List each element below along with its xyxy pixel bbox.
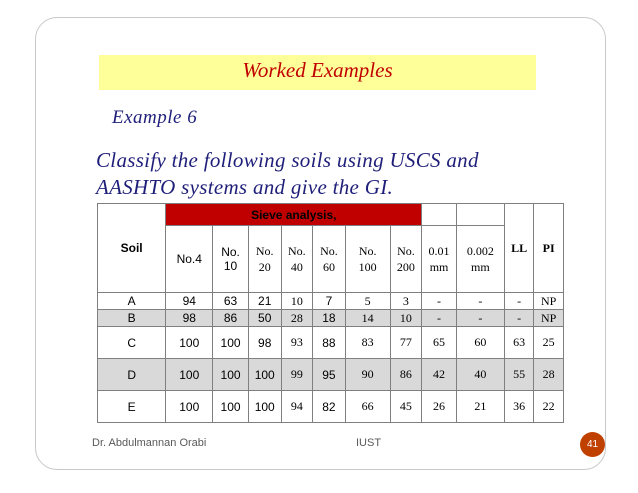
soil-cell: C bbox=[98, 327, 166, 359]
table-row-a bbox=[98, 293, 564, 310]
value-cell: 21 bbox=[248, 293, 281, 310]
value-cell: 28 bbox=[534, 359, 564, 391]
value-cell: - bbox=[422, 310, 457, 327]
value-cell: NP bbox=[534, 310, 564, 327]
footer-institution: IUST bbox=[356, 437, 382, 449]
value-cell: 36 bbox=[504, 391, 534, 423]
page-number-badge: 41 bbox=[580, 432, 605, 457]
pi-header: PI bbox=[534, 204, 564, 293]
value-cell: 82 bbox=[313, 391, 346, 423]
value-cell: 95 bbox=[313, 359, 346, 391]
value-cell: 21 bbox=[456, 391, 504, 423]
value-cell: 14 bbox=[345, 310, 390, 327]
value-cell: 98 bbox=[166, 310, 213, 327]
col-header-no4: No.4 bbox=[166, 226, 213, 293]
value-cell: - bbox=[422, 293, 457, 310]
header-blank bbox=[456, 204, 504, 226]
value-cell: 40 bbox=[456, 359, 504, 391]
example-label: Example 6 bbox=[112, 107, 198, 128]
value-cell: 18 bbox=[313, 310, 346, 327]
value-cell: 86 bbox=[213, 310, 249, 327]
value-cell: 63 bbox=[213, 293, 249, 310]
value-cell: 3 bbox=[390, 293, 422, 310]
value-cell: 50 bbox=[248, 310, 281, 327]
value-cell: 83 bbox=[345, 327, 390, 359]
value-cell: 94 bbox=[281, 391, 313, 423]
value-cell: NP bbox=[534, 293, 564, 310]
value-cell: 63 bbox=[504, 327, 534, 359]
soil-header: Soil bbox=[98, 204, 166, 293]
value-cell: 26 bbox=[422, 391, 457, 423]
value-cell: 22 bbox=[534, 391, 564, 423]
value-cell: 10 bbox=[281, 293, 313, 310]
value-cell: 25 bbox=[534, 327, 564, 359]
slide-title: Worked Examples bbox=[242, 58, 393, 82]
value-cell: 86 bbox=[390, 359, 422, 391]
table-header-row-2 bbox=[98, 226, 564, 293]
value-cell: 65 bbox=[422, 327, 457, 359]
value-cell: 98 bbox=[248, 327, 281, 359]
value-cell: - bbox=[456, 310, 504, 327]
table-row-e bbox=[98, 391, 564, 423]
col-header-no60: No. 60 bbox=[313, 226, 346, 293]
col-header-001mm: 0.01 mm bbox=[422, 226, 457, 293]
value-cell: 28 bbox=[281, 310, 313, 327]
header-blank bbox=[422, 204, 457, 226]
value-cell: 99 bbox=[281, 359, 313, 391]
value-cell: - bbox=[504, 293, 534, 310]
table-row-d bbox=[98, 359, 564, 391]
value-cell: - bbox=[504, 310, 534, 327]
ll-header: LL bbox=[504, 204, 534, 293]
value-cell: 60 bbox=[456, 327, 504, 359]
col-header-no100: No. 100 bbox=[345, 226, 390, 293]
soil-cell: D bbox=[98, 359, 166, 391]
soil-cell: E bbox=[98, 391, 166, 423]
value-cell: 100 bbox=[213, 391, 249, 423]
col-header-no40: No. 40 bbox=[281, 226, 313, 293]
value-cell: 100 bbox=[248, 391, 281, 423]
value-cell: 55 bbox=[504, 359, 534, 391]
value-cell: 100 bbox=[248, 359, 281, 391]
value-cell: 94 bbox=[166, 293, 213, 310]
problem-line-1: Classify the following soils using USCS and bbox=[96, 148, 479, 172]
value-cell: 7 bbox=[313, 293, 346, 310]
value-cell: 100 bbox=[166, 391, 213, 423]
col-header-0002mm: 0.002 mm bbox=[456, 226, 504, 293]
value-cell: 77 bbox=[390, 327, 422, 359]
value-cell: 100 bbox=[213, 359, 249, 391]
table-row-b bbox=[98, 310, 564, 327]
value-cell: 10 bbox=[390, 310, 422, 327]
col-header-no200: No. 200 bbox=[390, 226, 422, 293]
value-cell: 5 bbox=[345, 293, 390, 310]
sieve-analysis-table bbox=[97, 203, 564, 423]
sieve-analysis-header: Sieve analysis, bbox=[166, 204, 422, 226]
value-cell: 66 bbox=[345, 391, 390, 423]
value-cell: 100 bbox=[166, 359, 213, 391]
col-header-no20: No. 20 bbox=[248, 226, 281, 293]
soil-cell: B bbox=[98, 310, 166, 327]
footer-author: Dr. Abdulmannan Orabi bbox=[92, 437, 207, 449]
value-cell: - bbox=[456, 293, 504, 310]
value-cell: 100 bbox=[213, 327, 249, 359]
problem-statement bbox=[96, 147, 479, 201]
value-cell: 45 bbox=[390, 391, 422, 423]
problem-line-2: AASHTO systems and give the GI. bbox=[96, 175, 394, 199]
soil-cell: A bbox=[98, 293, 166, 310]
table-row-c bbox=[98, 327, 564, 359]
value-cell: 42 bbox=[422, 359, 457, 391]
value-cell: 90 bbox=[345, 359, 390, 391]
col-header-no10: No. 10 bbox=[213, 226, 249, 293]
value-cell: 100 bbox=[166, 327, 213, 359]
value-cell: 93 bbox=[281, 327, 313, 359]
table-header-row-1 bbox=[98, 204, 564, 226]
value-cell: 88 bbox=[313, 327, 346, 359]
